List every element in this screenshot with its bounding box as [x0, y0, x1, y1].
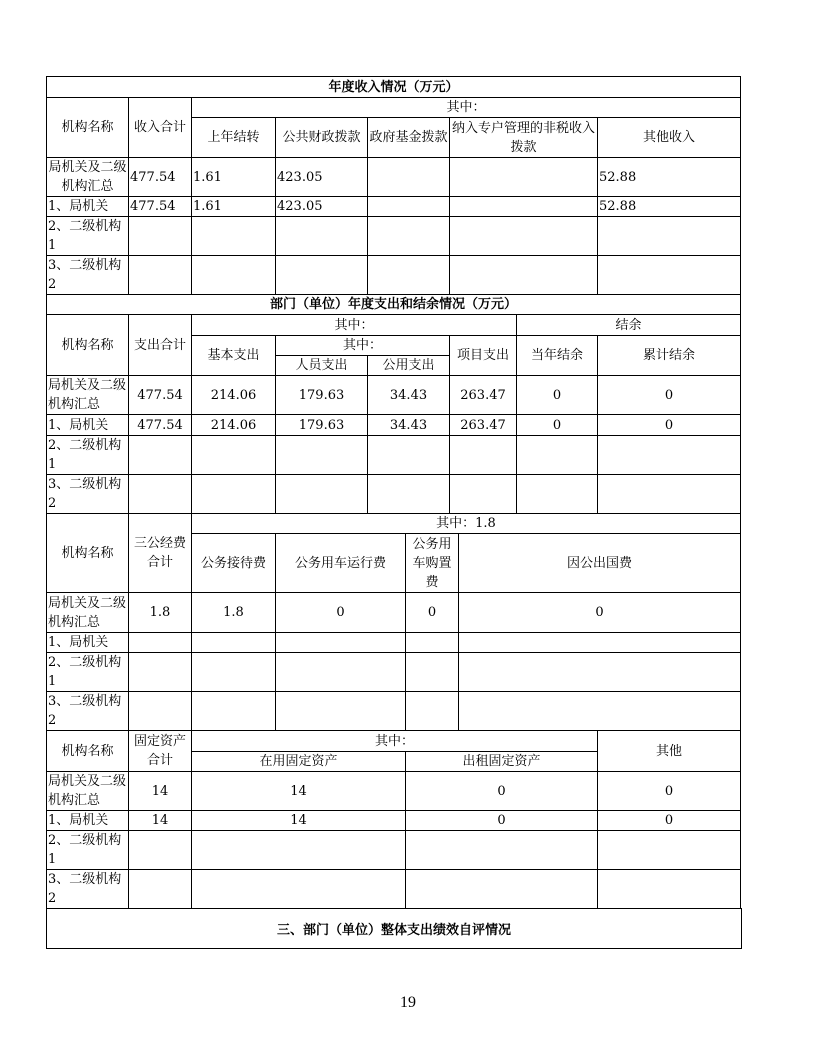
cell: 0 [517, 376, 598, 415]
table-row [47, 593, 741, 633]
col-name: 机构名称 [47, 731, 129, 772]
col-total: 收入合计 [129, 98, 192, 158]
income-table [46, 76, 741, 295]
cell: 214.06 [192, 415, 276, 436]
cell: 477.54 [129, 158, 192, 197]
cell: 263.47 [450, 376, 517, 415]
cell: 0 [406, 593, 459, 633]
col-rented: 出租固定资产 [406, 752, 598, 772]
table-row [47, 633, 741, 653]
cell: 3、二级机构2 [47, 475, 129, 514]
cell [368, 158, 450, 197]
col-jieyu: 结余 [517, 315, 741, 336]
col-qizhong: 其中： [192, 731, 598, 752]
cell: 477.54 [129, 197, 192, 217]
cell: 2、二级机构1 [47, 831, 129, 870]
table-row [47, 376, 741, 415]
table-row [47, 692, 741, 731]
cell: 1、局机关 [47, 811, 129, 831]
cell: 423.05 [276, 197, 368, 217]
table-row [47, 811, 741, 831]
col-total: 支出合计 [129, 315, 192, 376]
table-row [47, 197, 741, 217]
cell: 1.8 [192, 593, 276, 633]
cell: 2、二级机构1 [47, 217, 129, 256]
table-row [47, 475, 741, 514]
sangong-table [46, 513, 741, 731]
col-header: 因公出国费 [459, 534, 741, 593]
col-qizhong: 其中： [192, 98, 741, 118]
cell [450, 158, 598, 197]
col-header: 公务用车购置费 [406, 534, 459, 593]
cell: 214.06 [192, 376, 276, 415]
cell: 14 [192, 811, 406, 831]
col-public: 公用支出 [368, 356, 450, 376]
cell: 34.43 [368, 415, 450, 436]
cell: 局机关及二级机构汇总 [47, 772, 129, 811]
table-row [47, 653, 741, 692]
col-name: 机构名称 [47, 315, 129, 376]
col-total: 三公经费合计 [129, 514, 192, 593]
col-name: 机构名称 [47, 98, 129, 158]
expense-table [46, 294, 741, 514]
col-current: 当年结余 [517, 336, 598, 376]
cell: 1.61 [192, 158, 276, 197]
col-header: 上年结转 [192, 118, 276, 158]
col-personnel: 人员支出 [276, 356, 368, 376]
table-row [47, 158, 741, 197]
cell: 1、局机关 [47, 197, 129, 217]
section-3-title: 三、部门（单位）整体支出绩效自评情况 [46, 908, 742, 949]
cell: 3、二级机构2 [47, 256, 129, 295]
cell: 477.54 [129, 415, 192, 436]
table-row [47, 870, 741, 909]
cell: 477.54 [129, 376, 192, 415]
fixed-assets-table [46, 730, 741, 909]
cell: 1.61 [192, 197, 276, 217]
col-qizhong: 其中： [192, 315, 517, 336]
cell: 局机关及二级机构汇总 [47, 593, 129, 633]
table-row [47, 436, 741, 475]
table-row [47, 415, 741, 436]
cell: 263.47 [450, 415, 517, 436]
col-header: 公共财政拨款 [276, 118, 368, 158]
col-header: 其他收入 [598, 118, 741, 158]
cell: 3、二级机构2 [47, 692, 129, 731]
col-header: 公务接待费 [192, 534, 276, 593]
cell: 0 [459, 593, 741, 633]
cell: 0 [598, 772, 741, 811]
cell: 0 [598, 376, 741, 415]
cell: 179.63 [276, 376, 368, 415]
cell: 局机关及二级机构汇总 [47, 158, 129, 197]
cell: 14 [192, 772, 406, 811]
cell: 179.63 [276, 415, 368, 436]
col-basic: 基本支出 [192, 336, 276, 376]
cell [450, 197, 598, 217]
cell: 0 [276, 593, 406, 633]
cell: 1、局机关 [47, 415, 129, 436]
col-total: 固定资产合计 [129, 731, 192, 772]
cell: 0 [406, 772, 598, 811]
col-other: 其他 [598, 731, 741, 772]
income-title: 年度收入情况（万元） [47, 77, 741, 98]
col-project: 项目支出 [450, 336, 517, 376]
cell: 34.43 [368, 376, 450, 415]
cell: 2、二级机构1 [47, 653, 129, 692]
col-inuse: 在用固定资产 [192, 752, 406, 772]
col-qizhong: 其中：1.8 [192, 514, 741, 534]
cell [368, 197, 450, 217]
col-cumulative: 累计结余 [598, 336, 741, 376]
col-qizhong2: 其中： [276, 336, 450, 356]
cell: 3、二级机构2 [47, 870, 129, 909]
cell: 0 [406, 811, 598, 831]
col-header: 政府基金拨款 [368, 118, 450, 158]
cell: 2、二级机构1 [47, 436, 129, 475]
cell: 1.8 [129, 593, 192, 633]
col-name: 机构名称 [47, 514, 129, 593]
expense-title: 部门（单位）年度支出和结余情况（万元） [47, 295, 741, 315]
col-header: 纳入专户管理的非税收入拨款 [450, 118, 598, 158]
cell: 0 [598, 415, 741, 436]
page-number: 19 [400, 994, 416, 1011]
table-row [47, 256, 741, 295]
table-row [47, 831, 741, 870]
cell: 52.88 [598, 158, 741, 197]
cell: 14 [129, 811, 192, 831]
cell: 0 [517, 415, 598, 436]
cell: 0 [598, 811, 741, 831]
cell: 局机关及二级机构汇总 [47, 376, 129, 415]
table-row [47, 217, 741, 256]
col-header: 公务用车运行费 [276, 534, 406, 593]
cell: 14 [129, 772, 192, 811]
cell: 52.88 [598, 197, 741, 217]
table-row [47, 772, 741, 811]
cell: 1、局机关 [47, 633, 129, 653]
cell: 423.05 [276, 158, 368, 197]
